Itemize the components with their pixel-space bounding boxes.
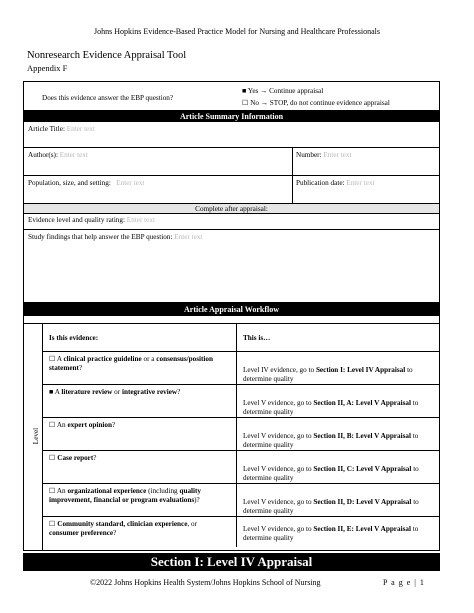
column-divider (236, 517, 237, 547)
ebp-question-text: Does this evidence answer the EBP question? (42, 94, 174, 102)
publication-date-label: Publication date: (296, 179, 345, 187)
evidence-text-part: ? (113, 529, 117, 537)
level-instruction-cell (243, 432, 423, 450)
evidence-text-part: Community standard, clinician experience (57, 520, 188, 528)
footer-copyright: ©2022 Johns Hopkins Health System/Johns Hopkins School of Nursing (90, 578, 321, 587)
workflow-row (43, 517, 439, 547)
yes-option-checkbox[interactable]: ■ Yes → Continue appraisal (242, 87, 324, 95)
population-label: Population, size, and setting: (28, 179, 111, 187)
evidence-type-cell[interactable] (49, 454, 217, 463)
instruction-text-part: Section II, A: Level V Appraisal (313, 399, 411, 407)
author-row (24, 148, 439, 176)
evidence-text-part: A (56, 355, 64, 363)
instruction-text-part: Level V (243, 498, 267, 506)
instruction-text-part: Level V (243, 432, 267, 440)
population-field[interactable] (28, 179, 144, 187)
population-row (24, 176, 439, 204)
level-side-column (24, 324, 43, 550)
evidence-text-part: ? (78, 364, 83, 372)
workflow-spacer (24, 316, 439, 324)
evidence-checkbox[interactable]: ☐ (49, 520, 56, 528)
workflow-row (43, 484, 439, 517)
authors-input[interactable]: Enter text (59, 151, 88, 159)
evidence-text-part: or (112, 388, 122, 396)
article-title-row (24, 122, 439, 148)
evidence-checkbox[interactable]: ☐ (49, 355, 56, 363)
number-label: Number: (296, 151, 322, 159)
evidence-type-cell[interactable] (49, 421, 217, 430)
no-option-checkbox[interactable]: ☐ No → STOP, do not continue evidence appraisal (242, 99, 390, 107)
evidence-text-part: (including (146, 487, 180, 495)
instruction-text-part: evidence, go to (268, 366, 316, 374)
column-divider (292, 148, 293, 175)
evidence-text-part: ? (111, 421, 116, 429)
workflow-row (43, 352, 439, 385)
column-divider (236, 385, 237, 417)
publication-date-field[interactable] (296, 179, 374, 187)
appendix-label: Appendix F (27, 63, 68, 73)
evidence-text-part: , or (187, 520, 198, 528)
evidence-type-cell[interactable] (49, 355, 217, 373)
instruction-text-part: evidence, go to (266, 432, 314, 440)
study-findings-row (24, 230, 439, 303)
complete-after-bar: Complete after appraisal: (24, 204, 439, 214)
evidence-text-part: consensus/position statement (49, 355, 214, 372)
study-findings-label: Study findings that help answer the EBP question: (28, 233, 173, 241)
page-number: P a g e | 1 (383, 578, 425, 587)
level-instruction-cell (243, 399, 423, 417)
evidence-text-part: or a (141, 355, 157, 363)
workflow-table (24, 324, 439, 550)
col-evidence-header: Is this evidence: (49, 334, 99, 342)
column-divider (236, 418, 237, 450)
evidence-text-part: quality improvement, financial or program evaluations (49, 487, 202, 504)
population-input[interactable]: Enter text (116, 179, 145, 187)
article-title-label: Article Title: (28, 125, 65, 133)
evidence-text-part: An (56, 421, 68, 429)
evidence-text-part: A (54, 388, 62, 396)
page-header: Johns Hopkins Evidence-Based Practice Model for Nursing and Healthcare Professionals (94, 27, 380, 36)
evidence-text-part: clinical practice guideline (63, 355, 142, 363)
instruction-text-part: Level IV (243, 366, 269, 374)
instruction-text-part: Level V (243, 525, 267, 533)
evidence-text-part: organizational experience (67, 487, 147, 495)
article-title-field[interactable] (28, 125, 95, 133)
level-quality-row (24, 214, 439, 230)
instruction-text-part: to determine quality (243, 498, 419, 515)
study-findings-field[interactable] (28, 233, 202, 241)
evidence-text-part: consumer preference (49, 529, 114, 537)
column-divider (236, 324, 237, 351)
col-this-is-header: This is… (243, 334, 271, 342)
column-divider (236, 352, 237, 384)
evidence-type-cell[interactable] (49, 520, 217, 538)
authors-field[interactable] (28, 151, 88, 159)
level-quality-input[interactable]: Enter text (126, 216, 155, 224)
workflow-header-row (43, 324, 439, 352)
instruction-text-part: to determine quality (243, 366, 413, 383)
instruction-text-part: Section II, B: Level V Appraisal (313, 432, 411, 440)
number-input[interactable]: Enter text (323, 151, 352, 159)
article-title-input[interactable]: Enter text (66, 125, 95, 133)
evidence-text-part: integrative review (121, 388, 178, 396)
column-divider (292, 176, 293, 203)
workflow-bar: Article Appraisal Workflow (24, 303, 439, 316)
workflow-row (43, 385, 439, 418)
evidence-type-cell[interactable] (49, 388, 217, 397)
instruction-text-part: Section II, E: Level V Appraisal (313, 525, 411, 533)
evidence-text-part: An (56, 487, 68, 495)
appraisal-form (23, 81, 440, 551)
publication-date-input[interactable]: Enter text (346, 179, 375, 187)
evidence-text-part: Case report (57, 454, 94, 462)
evidence-text-part: ? (177, 388, 181, 396)
evidence-checkbox[interactable]: ☐ (49, 454, 56, 462)
study-findings-input[interactable]: Enter text (174, 233, 203, 241)
level-quality-field[interactable] (28, 216, 155, 224)
instruction-text-part: Section I: Level IV Appraisal (315, 366, 406, 374)
instruction-text-part: Level V (243, 399, 267, 407)
authors-label: Author(s): (28, 151, 58, 159)
instruction-text-part: Section II, C: Level V Appraisal (313, 465, 412, 473)
evidence-text-part: literature review (61, 388, 113, 396)
instruction-text-part: to determine quality (243, 432, 419, 449)
instruction-text-part: to determine quality (243, 399, 419, 416)
evidence-text-part: )? (194, 496, 200, 504)
workflow-rows (43, 324, 439, 547)
instruction-text-part: to determine quality (243, 525, 419, 542)
instruction-text-part: to determine quality (243, 465, 419, 482)
instruction-text-part: evidence, go to (266, 465, 314, 473)
level-instruction-cell (243, 525, 423, 543)
evidence-checkbox[interactable]: ☐ (49, 487, 56, 495)
level-instruction-cell (243, 465, 423, 483)
number-field[interactable] (296, 151, 352, 159)
level-instruction-cell (243, 366, 423, 384)
evidence-text-part: ? (93, 454, 97, 462)
level-side-label: Level (32, 427, 41, 445)
workflow-row (43, 451, 439, 484)
evidence-checkbox[interactable]: ☐ (49, 421, 56, 429)
evidence-text-part: expert opinion (67, 421, 112, 429)
instruction-text-part: evidence, go to (266, 498, 314, 506)
evidence-checkbox[interactable]: ■ (49, 388, 54, 396)
instruction-text-part: Level V (243, 465, 267, 473)
level-instruction-cell (243, 498, 423, 516)
level-quality-label: Evidence level and quality rating: (28, 216, 125, 224)
article-summary-bar: Article Summary Information (24, 111, 439, 122)
workflow-row (43, 418, 439, 451)
instruction-text-part: Section II, D: Level V Appraisal (313, 498, 412, 506)
column-divider (236, 484, 237, 516)
evidence-type-cell[interactable] (49, 487, 217, 505)
tool-title: Nonresearch Evidence Appraisal Tool (27, 50, 187, 61)
section-i-bar: Section I: Level IV Appraisal (23, 553, 440, 571)
instruction-text-part: evidence, go to (266, 525, 314, 533)
column-divider (236, 451, 237, 483)
instruction-text-part: evidence, go to (266, 399, 314, 407)
ebp-question-row (24, 82, 439, 111)
